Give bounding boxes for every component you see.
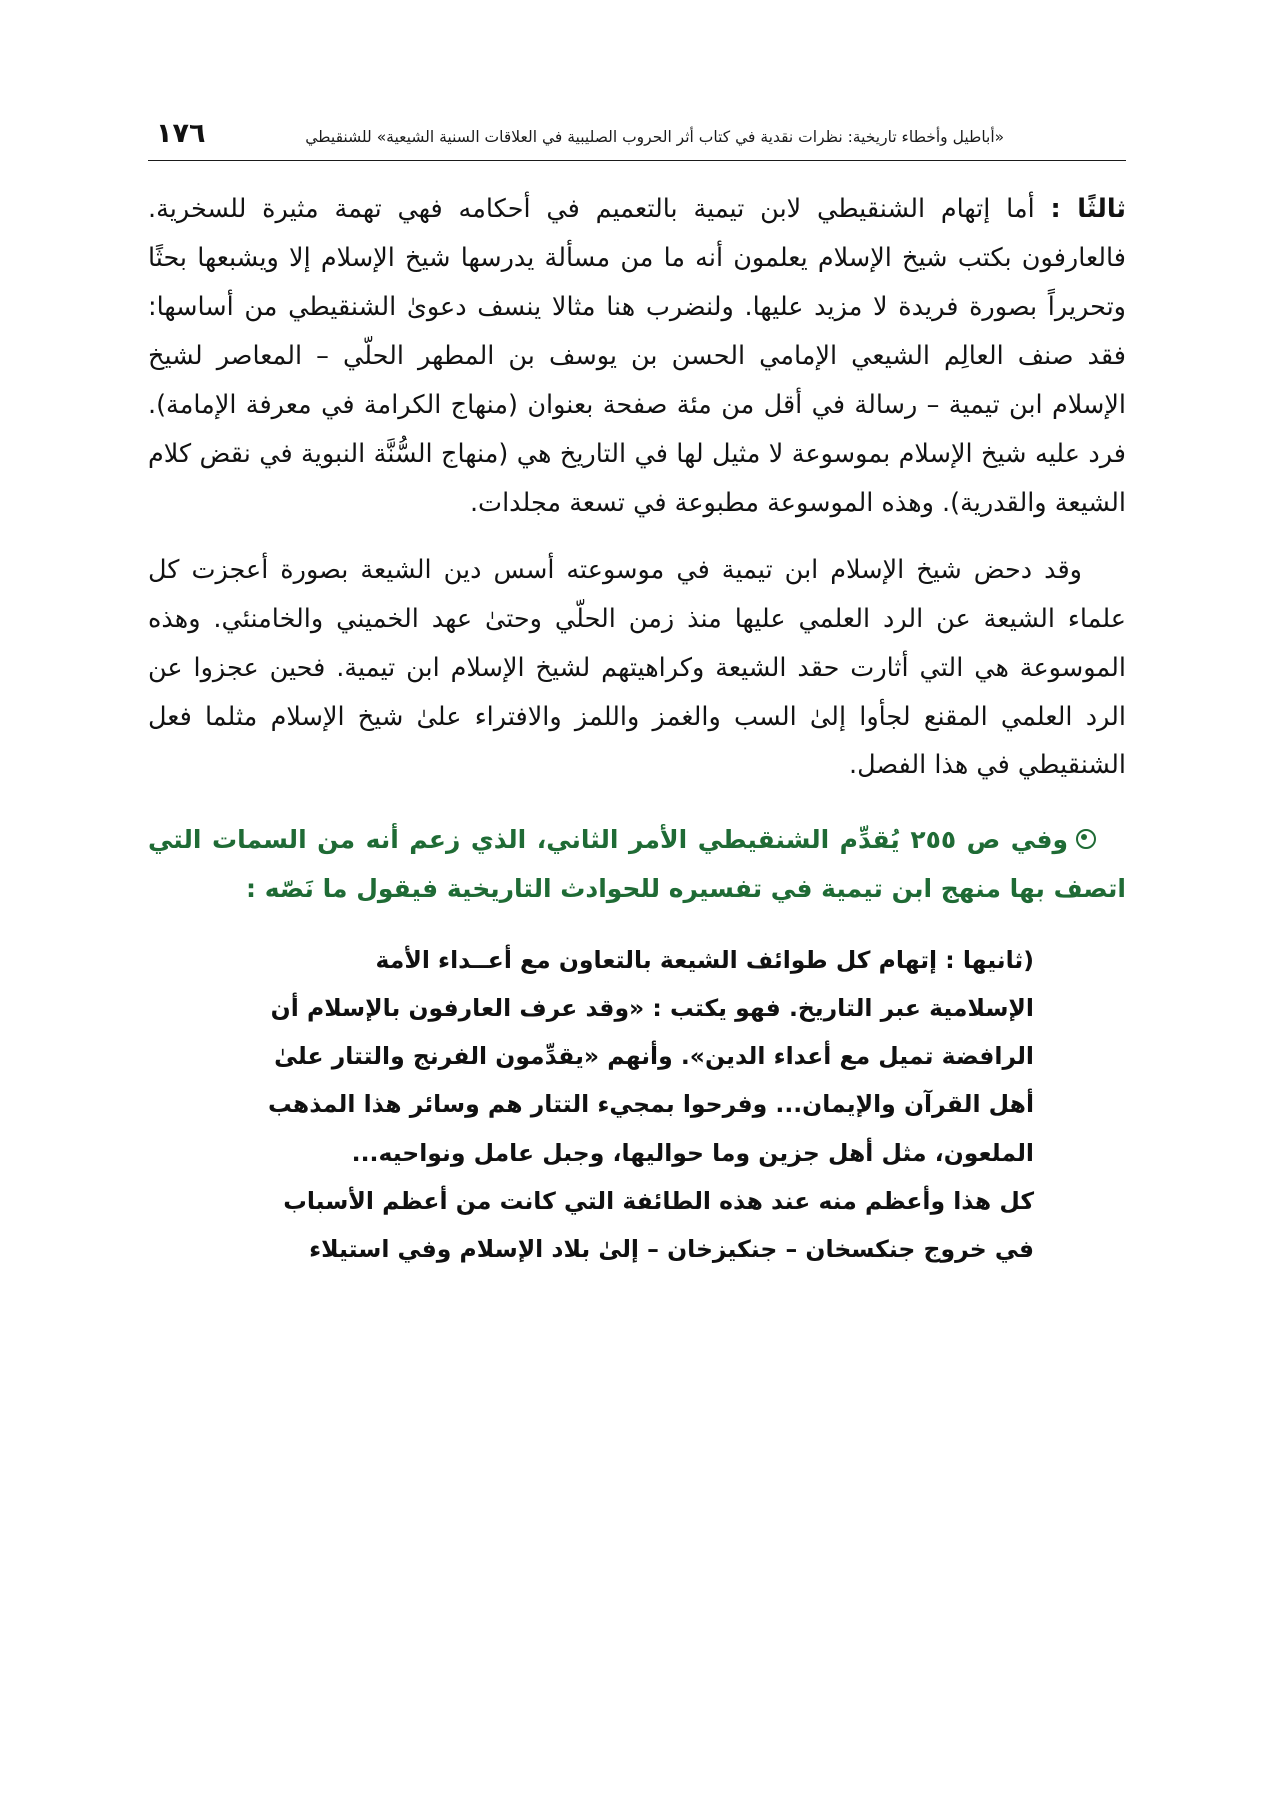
bullet-point-icon — [1076, 829, 1096, 849]
running-title: «أباطيل وأخطاء تاريخية: نظرات نقدية في كتاب أثر الحروب الصليبية في العلاقات السنية الشيعية» للشنقيطي — [305, 127, 1005, 146]
paragraph-2: وقد دحض شيخ الإسلام ابن تيمية في موسوعته أسس دين الشيعة بصورة أعجزت كل علماء الشيعة عن الرد العلمي عليها منذ زمن الحلّي وحتىٰ عهد الخميني والخامنئي. وهذه الموسوعة هي التي أثارت حقد الشيعة وكراهيتهم لشيخ الإسلام ابن تيمية. فحين عجزوا عن الرد العلمي المقنع لجأوا إلىٰ السب والغمز واللمز والافتراء علىٰ شيخ الإسلام مثلما فعل الشنقيطي في هذا الفصل. — [148, 554, 1126, 781]
page-header — [150, 118, 1124, 149]
header-divider — [148, 160, 1126, 161]
quote-line: الإسلامية عبر التاريخ. فهو يكتب : «وقد عرف العارفون بالإسلام أن — [270, 994, 1034, 1023]
paragraph-1-text: أما إتهام الشنقيطي لابن تيمية بالتعميم في أحكامه فهي تهمة مثيرة للسخرية. فالعارفون بكتب شيخ الإسلام يعلمون أنه ما من مسألة يدرسها شيخ الإسلام إلا ويشبعها بحثًا وتحريراً بصورة فريدة لا مزيد عليها. ولنضرب هنا مثالا ينسف دعوىٰ الشنقيطي من أساسها: فقد صنف العالِم الشيعي الإمامي الحسن بن يوسف بن المطهر الحلّي – المعاصر لشيخ الإسلام ابن تيمية – رسالة في أقل من مئة صفحة بعنوان (منهاج الكرامة في معرفة الإمامة). فرد عليه شيخ الإسلام بموسوعة لا مثيل لها في التاريخ هي (منهاج السُّنَّة النبوية في نقض كلام الشيعة والقدرية). وهذه الموسوعة مطبوعة في تسعة مجلدات. — [148, 194, 1126, 518]
quote-line: أهل القرآن والإيمان... وفرحوا بمجيء التتار هم وسائر هذا المذهب — [268, 1090, 1034, 1119]
quote-line: الرافضة تميل مع أعداء الدين». وأنهم «يقدِّمون الفرنج والتتار علىٰ — [274, 1042, 1034, 1071]
quote-line: كل هذا وأعظم منه عند هذه الطائفة التي كانت من أعظم الأسباب — [283, 1186, 1034, 1215]
quote-line: الملعون، مثل أهل جزين وما حواليها، وجبل عامل ونواحيه... — [351, 1138, 1034, 1167]
page-number: ١٧٦ — [156, 118, 206, 149]
block-quote — [206, 936, 1034, 1273]
quote-line: في خروج جنكسخان – جنكيزخان – إلىٰ بلاد الإسلام وفي استيلاء — [309, 1234, 1034, 1263]
page-body — [148, 185, 1126, 1273]
paragraph-1 — [148, 185, 1126, 528]
paragraph-green-text: وفي ص ٢٥٥ يُقدِّم الشنقيطي الأمر الثاني، الذي زعم أنه من السمات التي اتصف بها منهج ابن تيمية في تفسيره للحوادث التاريخية فيقول ما نَصّه : — [148, 825, 1126, 904]
quote-line: (ثانيها : إتهام كل طوائف الشيعة بالتعاون مع أعــداء الأمة — [375, 945, 1034, 974]
paragraph-green — [148, 816, 1126, 914]
paragraph-1-lead: ثالثًا : — [1050, 194, 1126, 224]
